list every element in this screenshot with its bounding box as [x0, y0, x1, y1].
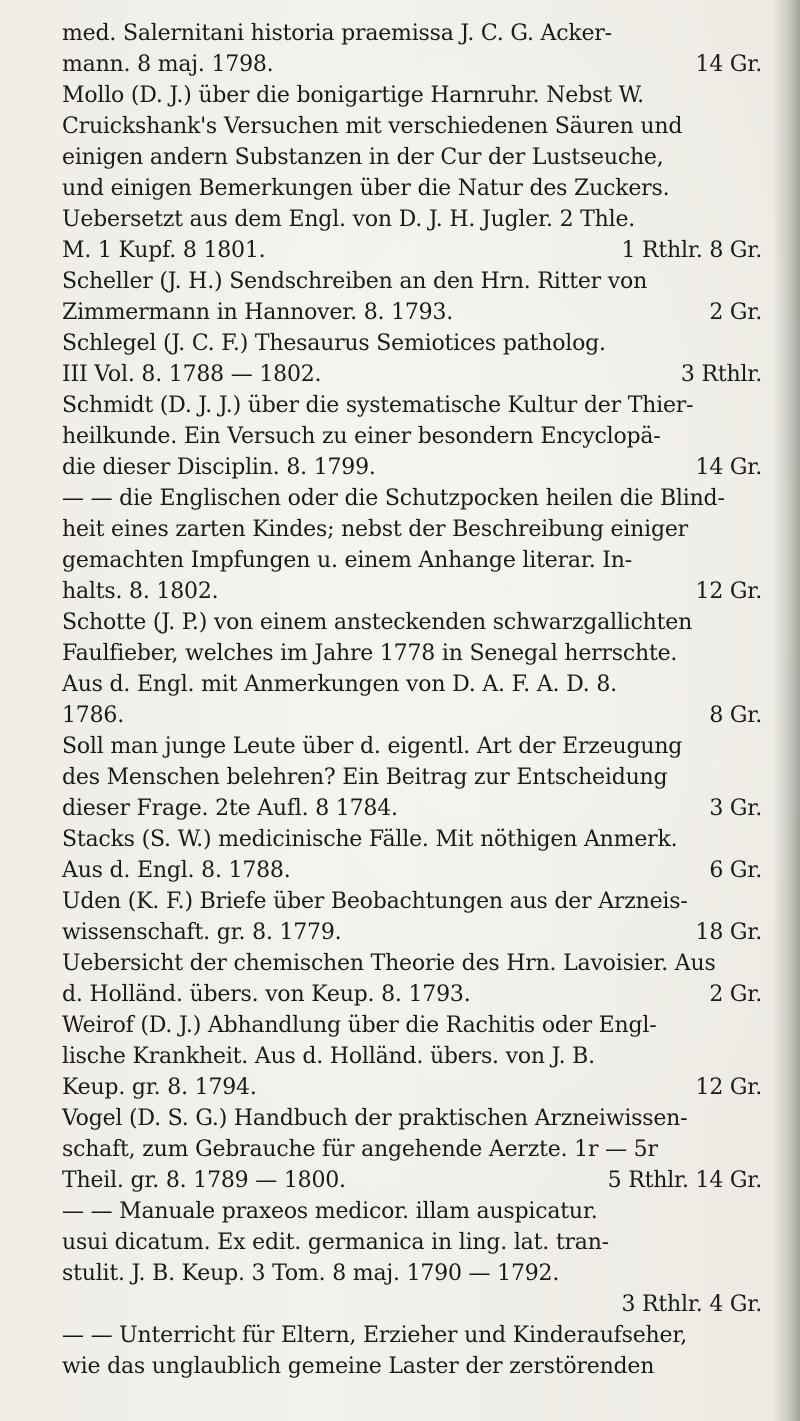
catalog-line	[62, 266, 762, 297]
line-text: Uden (K. F.) Briefe über Beobachtungen aus der Arzneis-	[62, 889, 688, 914]
line-text: Schlegel (J. C. F.) Thesaurus Semiotices patholog.	[62, 331, 606, 356]
catalog-line	[62, 452, 762, 483]
catalog-line	[62, 297, 762, 328]
line-text: halts. 8. 1802.	[62, 579, 219, 604]
line-text: M. 1 Kupf. 8 1801.	[62, 238, 266, 263]
catalog-line	[62, 204, 762, 235]
line-text: Schmidt (D. J. J.) über die systematische Kultur der Thier-	[62, 393, 694, 418]
line-text: Stacks (S. W.) medicinische Fälle. Mit nöthigen Anmerk.	[62, 827, 678, 852]
line-price: 5 Rthlr. 14 Gr.	[607, 1168, 762, 1193]
line-text: Faulfieber, welches im Jahre 1778 in Senegal herrschte.	[62, 641, 678, 666]
line-price: 1 Rthlr. 8 Gr.	[621, 238, 762, 263]
line-price: 3 Rthlr. 4 Gr.	[621, 1292, 762, 1317]
line-text: gemachten Impfungen u. einem Anhange literar. In-	[62, 548, 632, 573]
line-text: mann. 8 maj. 1798.	[62, 52, 274, 77]
catalog-line	[62, 359, 762, 390]
catalog-line	[62, 979, 762, 1010]
line-price: 14 Gr.	[695, 455, 762, 480]
catalog-line	[62, 328, 762, 359]
catalog-line	[62, 855, 762, 886]
line-text: Uebersicht der chemischen Theorie des Hrn. Lavoisier. Aus	[62, 951, 716, 976]
catalog-line	[62, 1227, 762, 1258]
line-text: wissenschaft. gr. 8. 1779.	[62, 920, 342, 945]
catalog-line	[62, 514, 762, 545]
line-text: Scheller (J. H.) Sendschreiben an den Hrn. Ritter von	[62, 269, 648, 294]
catalog-text-block	[62, 18, 762, 1382]
catalog-line	[62, 1103, 762, 1134]
line-price: 8 Gr.	[709, 703, 762, 728]
catalog-line	[62, 1010, 762, 1041]
catalog-line	[62, 731, 762, 762]
catalog-line	[62, 142, 762, 173]
catalog-line	[62, 545, 762, 576]
catalog-line	[62, 483, 762, 514]
line-price: 6 Gr.	[709, 858, 762, 883]
catalog-line	[62, 1134, 762, 1165]
line-price: 2 Gr.	[709, 982, 762, 1007]
catalog-line	[62, 18, 762, 49]
line-text: des Menschen belehren? Ein Beitrag zur Entscheidung	[62, 765, 668, 790]
line-text: schaft, zum Gebrauche für angehende Aerzte. 1r — 5r	[62, 1137, 658, 1162]
line-text: dieser Frage. 2te Aufl. 8 1784.	[62, 796, 398, 821]
line-price: 12 Gr.	[695, 579, 762, 604]
catalog-line	[62, 669, 762, 700]
line-price: 2 Gr.	[709, 300, 762, 325]
catalog-line	[62, 886, 762, 917]
line-price: 14 Gr.	[695, 52, 762, 77]
line-text: Cruickshank's Versuchen mit verschiedenen Säuren und	[62, 114, 683, 139]
line-text: usui dicatum. Ex edit. germanica in ling. lat. tran-	[62, 1230, 609, 1255]
catalog-line	[62, 1196, 762, 1227]
line-text: wie das unglaublich gemeine Laster der zerstörenden	[62, 1354, 655, 1379]
catalog-line	[62, 1289, 762, 1320]
line-text: — — die Englischen oder die Schutzpocken heilen die Blind-	[62, 486, 725, 511]
line-text: Mollo (D. J.) über die bonigartige Harnruhr. Nebst W.	[62, 83, 644, 108]
line-text: und einigen Bemerkungen über die Natur des Zuckers.	[62, 176, 670, 201]
catalog-line	[62, 173, 762, 204]
line-text: Soll man junge Leute über d. eigentl. Art der Erzeugung	[62, 734, 683, 759]
catalog-line	[62, 235, 762, 266]
catalog-line	[62, 1041, 762, 1072]
catalog-line	[62, 1351, 762, 1382]
catalog-line	[62, 1072, 762, 1103]
line-price: 12 Gr.	[695, 1075, 762, 1100]
catalog-line	[62, 700, 762, 731]
catalog-line	[62, 824, 762, 855]
catalog-line	[62, 917, 762, 948]
line-text: stulit. J. B. Keup. 3 Tom. 8 maj. 1790 — 1792.	[62, 1261, 560, 1286]
line-text: Vogel (D. S. G.) Handbuch der praktischen Arzneiwissen-	[62, 1106, 688, 1131]
catalog-line	[62, 1320, 762, 1351]
line-text: die dieser Disciplin. 8. 1799.	[62, 455, 376, 480]
line-text: lische Krankheit. Aus d. Holländ. übers. von J. B.	[62, 1044, 595, 1069]
line-text: d. Holländ. übers. von Keup. 8. 1793.	[62, 982, 471, 1007]
catalog-line	[62, 111, 762, 142]
catalog-line	[62, 638, 762, 669]
catalog-line	[62, 80, 762, 111]
line-text: Keup. gr. 8. 1794.	[62, 1075, 257, 1100]
line-text: med. Salernitani historia praemissa J. C. G. Acker-	[62, 21, 612, 46]
line-price: 3 Gr.	[709, 796, 762, 821]
line-text: III Vol. 8. 1788 — 1802.	[62, 362, 322, 387]
line-text: Aus d. Engl. mit Anmerkungen von D. A. F. A. D. 8.	[62, 672, 617, 697]
page-binding-shadow	[772, 0, 800, 1421]
catalog-line	[62, 1258, 762, 1289]
line-text: Aus d. Engl. 8. 1788.	[62, 858, 291, 883]
line-text: Theil. gr. 8. 1789 — 1800.	[62, 1168, 346, 1193]
catalog-line	[62, 607, 762, 638]
line-price: 18 Gr.	[695, 920, 762, 945]
catalog-line	[62, 576, 762, 607]
catalog-line	[62, 948, 762, 979]
line-text: heilkunde. Ein Versuch zu einer besondern Encyclopä-	[62, 424, 661, 449]
line-text: — — Unterricht für Eltern, Erzieher und Kinderaufseher,	[62, 1323, 688, 1348]
line-text: — — Manuale praxeos medicor. illam auspicatur.	[62, 1199, 598, 1224]
catalog-line	[62, 421, 762, 452]
line-text: Zimmermann in Hannover. 8. 1793.	[62, 300, 454, 325]
line-text: heit eines zarten Kindes; nebst der Beschreibung einiger	[62, 517, 688, 542]
catalog-line	[62, 49, 762, 80]
catalog-line	[62, 793, 762, 824]
catalog-line	[62, 390, 762, 421]
line-text: Uebersetzt aus dem Engl. von D. J. H. Jugler. 2 Thle.	[62, 207, 636, 232]
line-text: 1786.	[62, 703, 124, 728]
catalog-line	[62, 762, 762, 793]
line-price: 3 Rthlr.	[680, 362, 762, 387]
catalog-line	[62, 1165, 762, 1196]
line-text: Schotte (J. P.) von einem ansteckenden schwarzgallichten	[62, 610, 693, 635]
line-text: Weirof (D. J.) Abhandlung über die Rachitis oder Engl-	[62, 1013, 657, 1038]
line-text: einigen andern Substanzen in der Cur der Lustseuche,	[62, 145, 664, 170]
